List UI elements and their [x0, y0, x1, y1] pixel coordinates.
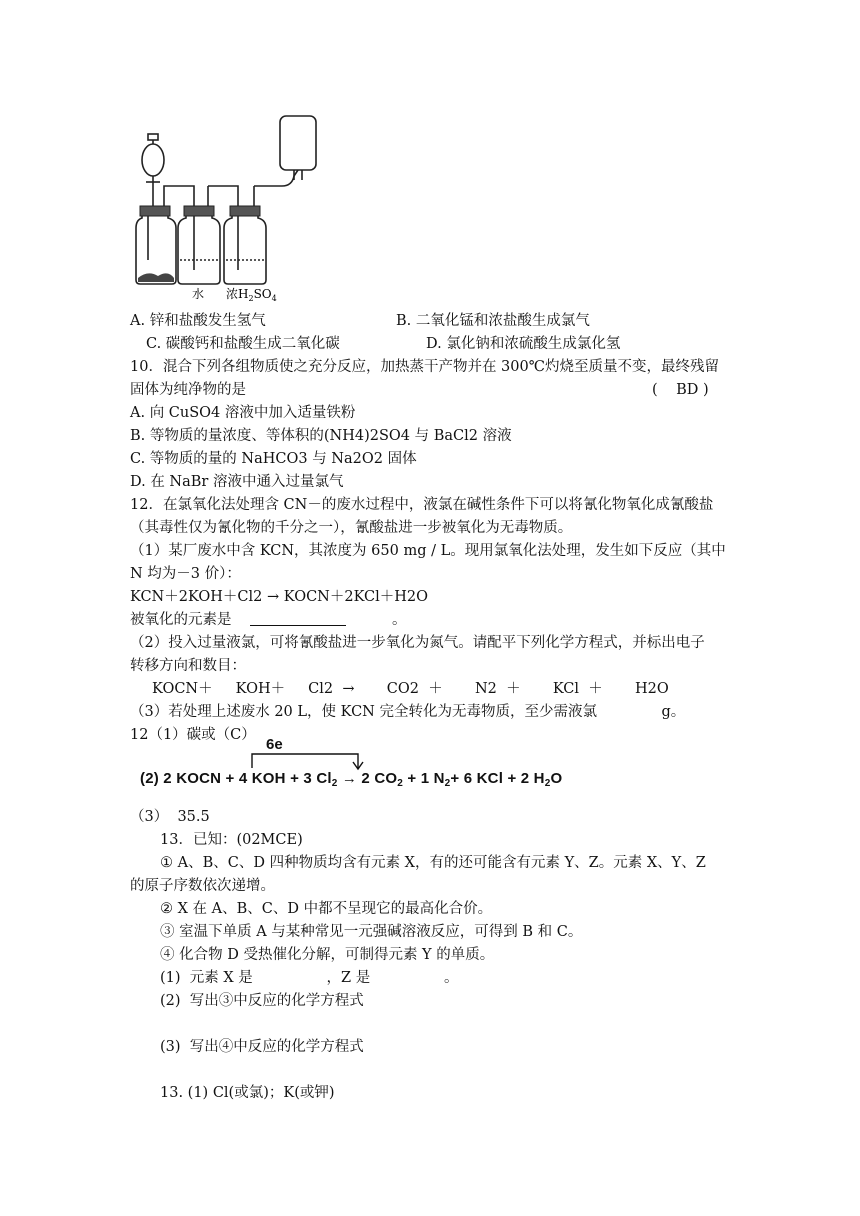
q9-option-b: B. 二氧化锰和浓盐酸生成氯气 [396, 313, 590, 329]
q12-part2-line2: 转移方向和数目： [130, 658, 246, 674]
q12-part2-line1: （2）投入过量液氯，可将氰酸盐进一步氧化为氮气。请配平下列化学方程式，并标出电子 [130, 635, 705, 651]
label-water: 水 [192, 287, 205, 301]
electron-count: 6e [266, 736, 283, 753]
q13-stem: 13．已知：(02MCE) [160, 832, 303, 848]
q12-equation2: KOCN＋ KOH＋ Cl2 → CO2 ＋ N2 ＋ KCl ＋ H2O [152, 681, 669, 697]
q10-stem-line2: 固体为纯净物的是 [130, 382, 246, 398]
q13-sub2: (2) 写出③中反应的化学方程式 [160, 993, 364, 1009]
q10-answer: ( BD ) [652, 382, 709, 398]
q12-stem-line1: 12．在氯氧化法处理含 CN－的废水过程中，液氯在碱性条件下可以将氰化物氧化成氰酸盐 [130, 497, 714, 513]
q10-option-b: B. 等物质的量浓度、等体积的(NH4)2SO4 与 BaCl2 溶液 [130, 428, 512, 444]
q13-condition3: ③ 室温下单质 A 与某种常见一元强碱溶液反应，可得到 B 和 C。 [160, 924, 583, 940]
gas-apparatus-figure [128, 110, 358, 305]
q10-stem-line1: 10．混合下列各组物质使之充分反应，加热蒸干产物并在 300℃灼烧至质量不变，最终残留 [130, 359, 719, 375]
q9-option-a: A. 锌和盐酸发生氢气 [130, 313, 266, 329]
q13-condition1-line2: 的原子序数依次递增。 [130, 878, 275, 894]
q12-answer3: （3） 35.5 [130, 809, 210, 825]
blank-oxidized-element[interactable] [250, 611, 346, 626]
q9-option-c: C. 碳酸钙和盐酸生成二氧化碳 [146, 336, 340, 352]
q12-stem-line2: （其毒性仅为氰化物的千分之一），氰酸盐进一步被氧化为无毒物质。 [130, 520, 573, 536]
q9-option-d: D. 氯化钠和浓硫酸生成氯化氢 [426, 336, 621, 352]
q13-condition1-line1: ① A、B、C、D 四种物质均含有元素 X，有的还可能含有元素 Y、Z。元素 X、Y、Z [160, 855, 706, 871]
q13-answer: 13. (1) Cl(或氯)；K(或钾) [160, 1085, 335, 1101]
q13-sub1: (1) 元素 X 是 ，Z 是 。 [160, 970, 459, 986]
q13-condition2: ② X 在 A、B、C、D 中都不呈现它的最高化合价。 [160, 901, 493, 917]
q12-part1-question: 被氧化的元素是 。 [130, 612, 407, 628]
q12-answer1: 12（1）碳或（C） [130, 727, 256, 743]
q10-option-c: C. 等物质的量的 NaHCO3 与 Na2O2 固体 [130, 451, 417, 467]
q12-part1-line2: N 均为－3 价）： [130, 566, 241, 582]
q13-condition4: ④ 化合物 D 受热催化分解，可制得元素 Y 的单质。 [160, 947, 495, 963]
label-conc-h2so4: 浓$H_2SO_4$ [226, 287, 277, 303]
q10-option-d: D. 在 NaBr 溶液中通入过量氯气 [130, 474, 344, 490]
q12-part1-line1: （1）某厂废水中含 KCN，其浓度为 650 mg / L。现用氯氧化法处理，发生如下反应（其中 [130, 543, 726, 559]
q12-equation1: KCN＋2KOH＋Cl2 → KOCN＋2KCl＋H2O [130, 589, 429, 605]
q10-option-a: A. 向 CuSO4 溶液中加入适量铁粉 [130, 405, 356, 421]
q12-part3: （3）若处理上述废水 20 L，使 KCN 完全转化为无毒物质，至少需液氯 g。 [130, 704, 686, 720]
q13-sub3: (3) 写出④中反应的化学方程式 [160, 1039, 364, 1055]
